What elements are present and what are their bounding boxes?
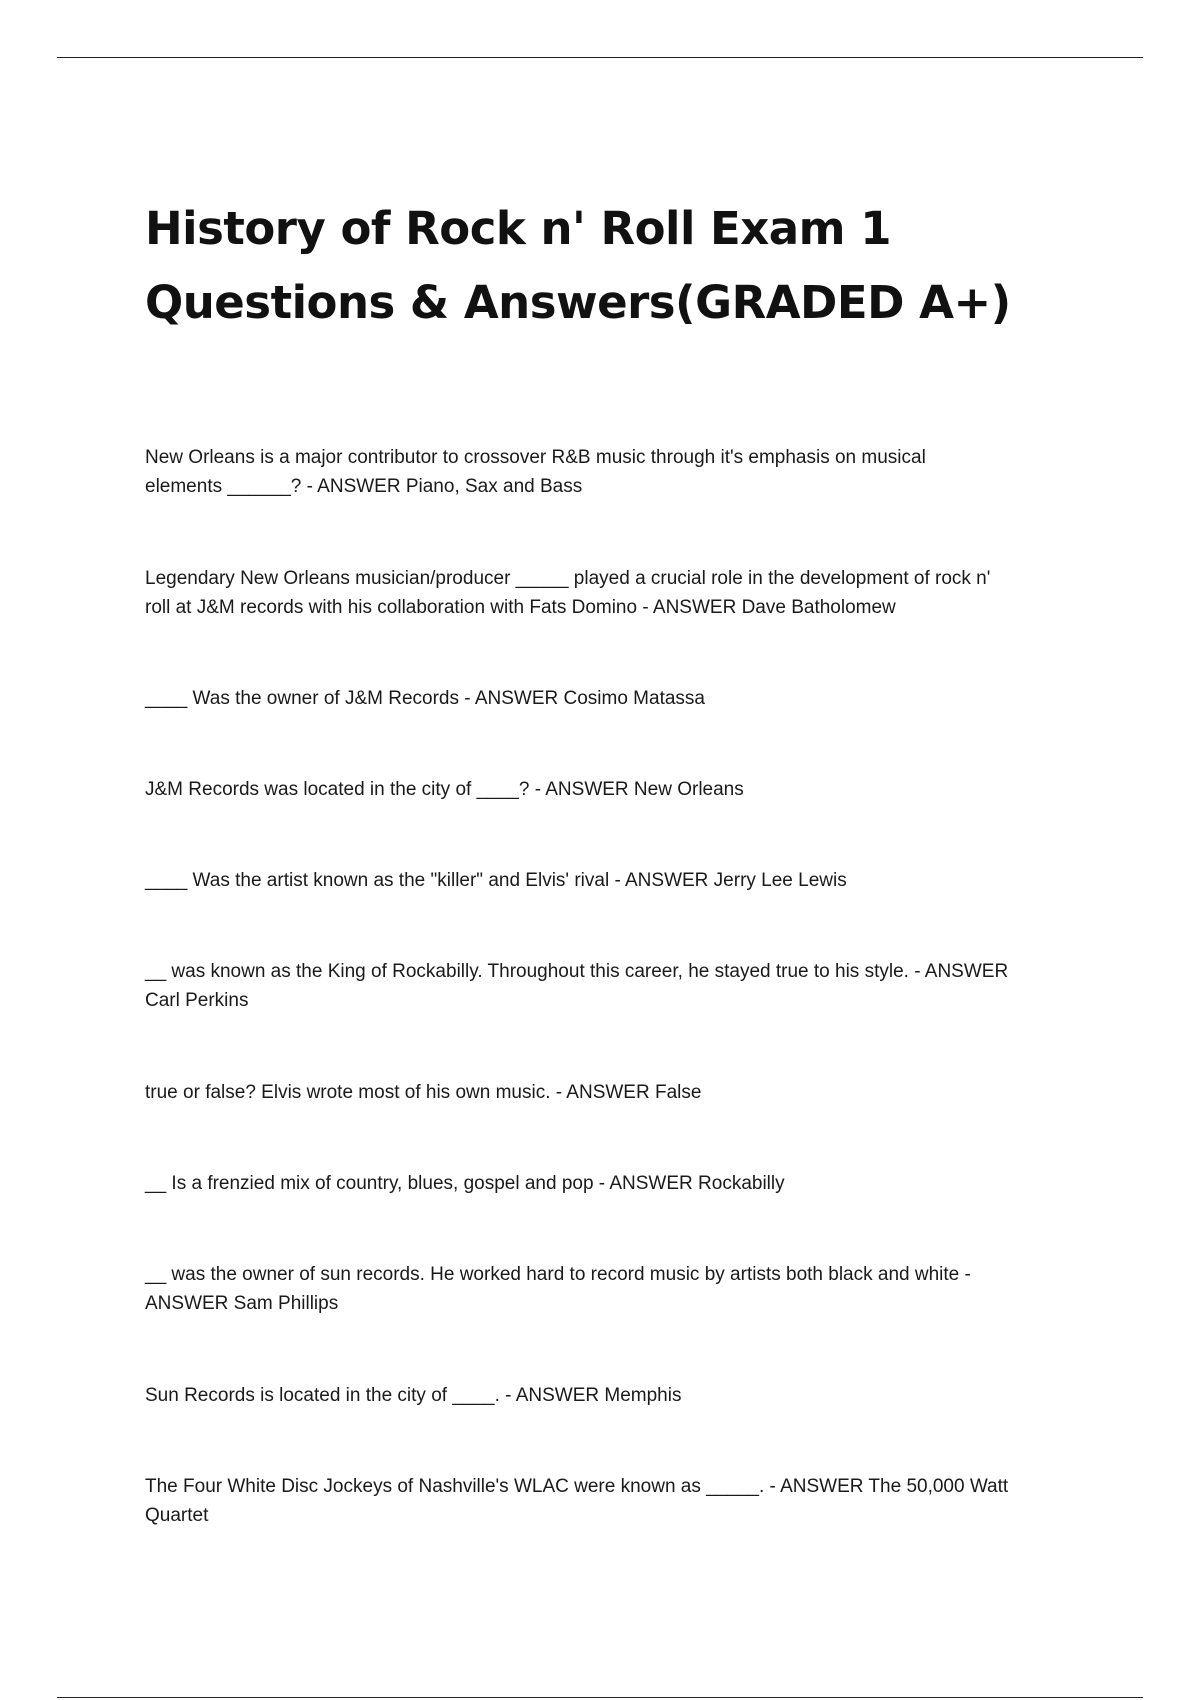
qa-item <box>145 1381 1065 1410</box>
qa-item <box>145 957 1065 1015</box>
qa-text-line: roll at J&M records with his collaboration with Fats Domino - ANSWER Dave Batholomew <box>145 597 896 618</box>
qa-item <box>145 1472 1065 1530</box>
title-line-2: Questions & Answers(GRADED A+) <box>145 276 1011 329</box>
bottom-divider <box>57 1697 1143 1698</box>
qa-text-line: Carl Perkins <box>145 990 249 1011</box>
qa-item <box>145 1260 1065 1318</box>
top-divider <box>57 57 1143 58</box>
qa-text-line: __ was the owner of sun records. He worked hard to record music by artists both black and white - <box>145 1264 971 1285</box>
qa-item <box>145 443 1065 501</box>
qa-text-line: ANSWER Sam Phillips <box>145 1293 339 1314</box>
qa-text-line: ____ Was the owner of J&M Records - ANSWER Cosimo Matassa <box>145 688 705 709</box>
qa-text-line: New Orleans is a major contributor to crossover R&B music through it's emphasis on musical <box>145 447 926 468</box>
qa-text-line: Sun Records is located in the city of ____. - ANSWER Memphis <box>145 1385 682 1406</box>
qa-item <box>145 775 1065 804</box>
qa-item <box>145 1078 1065 1107</box>
qa-text-line: true or false? Elvis wrote most of his own music. - ANSWER False <box>145 1082 702 1103</box>
qa-text-line: Legendary New Orleans musician/producer _____ played a crucial role in the development of rock n' <box>145 568 991 589</box>
qa-list <box>145 443 1065 1530</box>
page-title <box>145 192 1095 340</box>
qa-text-line: __ was known as the King of Rockabilly. Throughout this career, he stayed true to his style. - ANSWER <box>145 961 1009 982</box>
qa-text-line: Quartet <box>145 1505 209 1526</box>
qa-text-line: elements ______? - ANSWER Piano, Sax and Bass <box>145 476 583 497</box>
qa-text-line: The Four White Disc Jockeys of Nashville's WLAC were known as _____. - ANSWER The 50,000 Watt <box>145 1476 1009 1497</box>
qa-item <box>145 684 1065 713</box>
title-line-1: History of Rock n' Roll Exam 1 <box>145 202 892 255</box>
qa-text-line: J&M Records was located in the city of ____? - ANSWER New Orleans <box>145 779 744 800</box>
qa-item <box>145 866 1065 895</box>
qa-item <box>145 1169 1065 1198</box>
qa-item <box>145 564 1065 622</box>
qa-text-line: __ Is a frenzied mix of country, blues, gospel and pop - ANSWER Rockabilly <box>145 1173 785 1194</box>
qa-text-line: ____ Was the artist known as the "killer" and Elvis' rival - ANSWER Jerry Lee Lewis <box>145 870 847 891</box>
